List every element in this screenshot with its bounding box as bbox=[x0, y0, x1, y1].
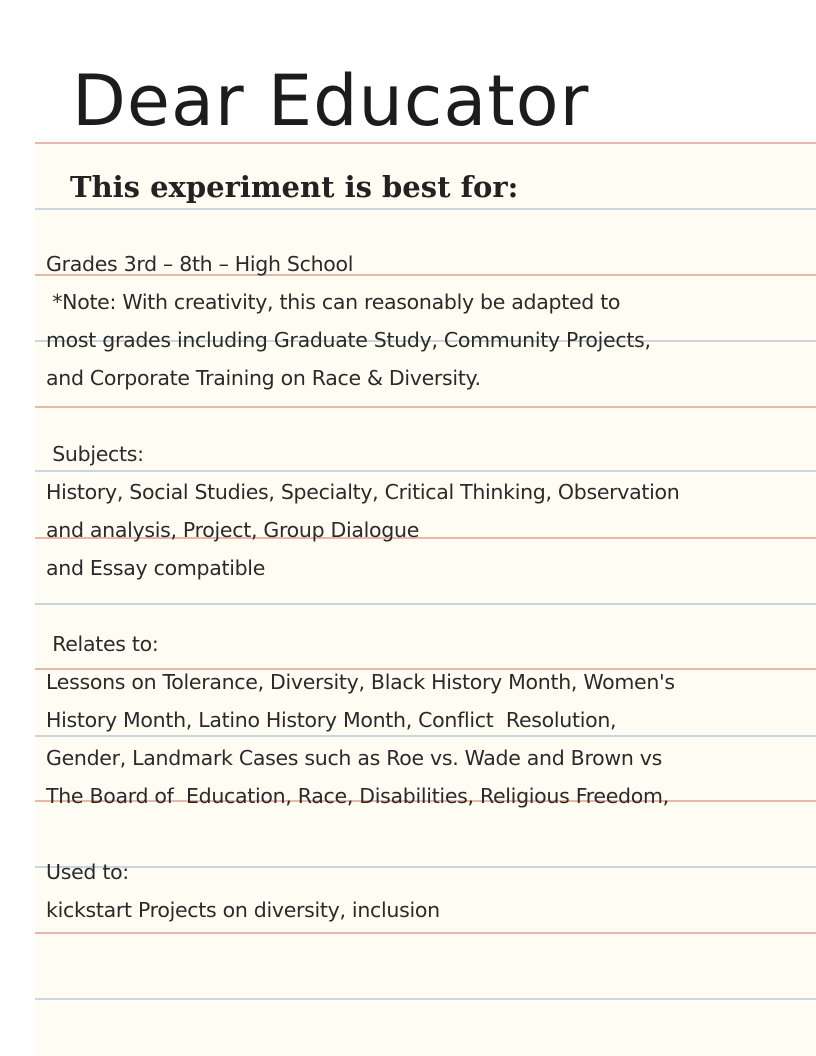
relates-line: The Board of Education, Race, Disabilities, Religious Freedom, bbox=[46, 784, 669, 808]
rule-line bbox=[35, 142, 816, 144]
rule-line bbox=[35, 603, 816, 605]
subjects-line: and analysis, Project, Group Dialogue bbox=[46, 518, 420, 542]
relates-line: History Month, Latino History Month, Conflict Resolution, bbox=[46, 708, 617, 732]
rule-line bbox=[35, 406, 816, 408]
relates-line: Lessons on Tolerance, Diversity, Black History Month, Women's bbox=[46, 670, 675, 694]
rule-line bbox=[35, 932, 816, 934]
used-line: kickstart Projects on diversity, inclusion bbox=[46, 898, 440, 922]
grades-line: Grades 3rd – 8th – High School bbox=[46, 252, 354, 276]
rule-line bbox=[35, 998, 816, 1000]
subjects-line: History, Social Studies, Specialty, Critical Thinking, Observation bbox=[46, 480, 680, 504]
subjects-line: and Essay compatible bbox=[46, 556, 266, 580]
used-heading: Used to: bbox=[46, 860, 129, 884]
note-line: *Note: With creativity, this can reasonably be adapted to bbox=[46, 290, 621, 314]
rule-line bbox=[35, 208, 816, 210]
note-line: and Corporate Training on Race & Diversity. bbox=[46, 366, 481, 390]
note-line: most grades including Graduate Study, Community Projects, bbox=[46, 328, 651, 352]
page-subtitle: This experiment is best for: bbox=[70, 170, 519, 204]
relates-heading: Relates to: bbox=[46, 632, 159, 656]
rule-line bbox=[35, 735, 816, 737]
page-title: Dear Educator bbox=[72, 60, 590, 142]
relates-line: Gender, Landmark Cases such as Roe vs. Wade and Brown vs bbox=[46, 746, 662, 770]
rule-line bbox=[35, 470, 816, 472]
rule-line bbox=[35, 866, 816, 868]
subjects-heading: Subjects: bbox=[46, 442, 144, 466]
